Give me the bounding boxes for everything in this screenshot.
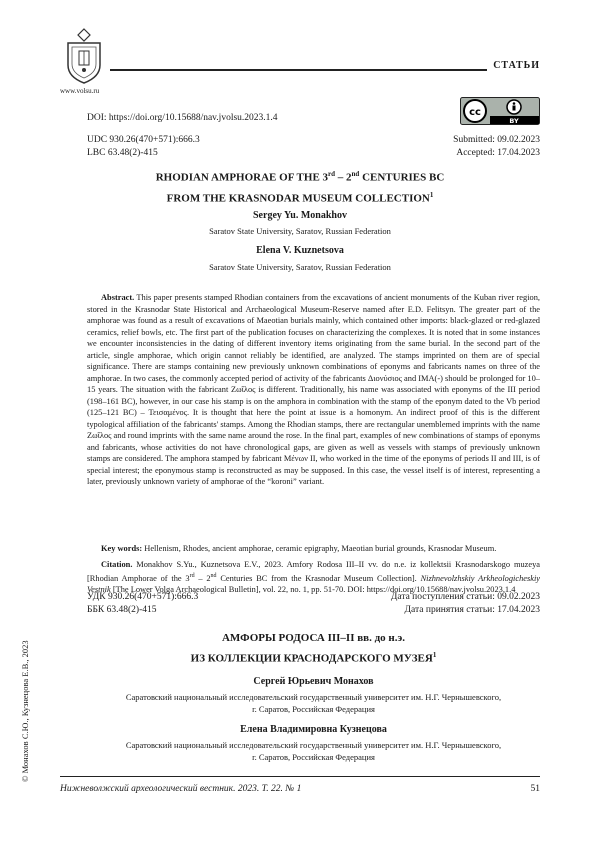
page-number: 51 xyxy=(530,784,540,794)
author1-ru: Сергей Юрьевич Монахов xyxy=(253,676,374,687)
lbc-en: LBC 63.48(2)-415 xyxy=(87,148,158,158)
affil2-ru-line2: г. Саратов, Российская Федерация xyxy=(252,752,375,762)
title-ru xyxy=(87,630,540,668)
university-logo xyxy=(60,27,108,85)
udc-en: UDC 930.26(470+571):666.3 xyxy=(87,135,200,145)
header-rule xyxy=(110,69,540,71)
accepted-en: Accepted: 17.04.2023 xyxy=(456,148,540,158)
citation: Citation. Monakhov S.Yu., Kuznetsova E.V., 2023. Amfory Rodosa III–II vv. do n.e. iz kollektsii Krasnodarskogo muzeya [Rhodian Amphorae of the 3rd – 2nd Centuries BC from the Krasnodar Museum Collection]. Nizhnevolzhskiy Arkheologicheskiy Vestnik [The Lower Volga Archaeological Bulletin], vol. 22, no. 1, pp. 51-70. DOI: https://doi.org/10.15688/nav.jvolsu.2023.1.4 xyxy=(87,560,541,594)
title-ru-line1: АМФОРЫ РОДОСА III–II вв. до н.э. xyxy=(221,632,406,644)
journal-footer: Нижневолжский археологический вестник. 2023. Т. 22. № 1 xyxy=(60,784,302,794)
title-en-line1: RHODIAN AMPHORAE OF THE 3rd – 2nd CENTURIES BC xyxy=(155,170,445,184)
copyright-side-note: © Монахов С.Ю., Кузнецова Е.В., 2023 xyxy=(20,640,30,782)
section-label: СТАТЬИ xyxy=(487,60,540,71)
cc-text: cc xyxy=(469,107,481,118)
title-ru-line2: ИЗ КОЛЛЕКЦИИ КРАСНОДАРСКОГО МУЗЕЯ$^1$ xyxy=(190,651,437,665)
abstract: Abstract. This paper presents stamped Rhodian containers from the excavations of ancient monuments of the Kuban river region, stored in the Krasnodar State Historical and Archaeological Museum-Reserve named after E.D. Felitsyn. The greater part of the amphorae was found as a result of excavations of Maeotian burials mainly, which contained other imports: black-glazed or red-glazed ceramics, relief bowls, etc. The first part of the publication focuses on characterizing the complexes. It is noted that in some instances we encounter inconsistencies in the dating of different inventory items originating from the same burial. In the second part of the article, single amphorae, which origin cannot reliably be identified, are analyzed. The stamps imprinted on them are of special significance. There are stamps containing new previously unknown combinations of eponyms and fabricants names on three of the amphorae. In two cases, the commonly accepted period of activity of the fabricants Διονύσιος and ΙΜΑ(-) should be prolonged for 10–15 years. The situation with the fabricant Ζωΐλος is different. Traditionally, his name was associated with eponyms of the III period (198–161 BC), however, in our case his stamp is on the amphora in combination with the stamp of the eponym dated to the Vb period (125–121 BC) – Τεισαμένος. It is thought that here the point at issue is a homonym. An indirect proof of this is the different typological affiliation of the fabricants' stamps. Among the Rhodian stamps, there are rectangular unemblemed imprints with the name Ζωΐλος and round imprints with the same name around the rose. In the final part, examples of new combinations of stamps of eponyms and fabricants, whose activities do not have chronological gaps, are given as well as vessels with stamps of previously unknown stamps are considered. The amphora stamped by fabricant Μένων II, who worked in the time of the eponyms of periods II and III, is of special interest; the eponymous stamp is reconstructed as may be supposed. In this case, the vessel itself is of interest, representing a later, previously unknown variety of amphorae of the “koroni” variant. xyxy=(87,293,540,486)
keywords: Key words: Hellenism, Rhodes, ancient amphorae, ceramic epigraphy, Maeotian burial grounds, Krasnodar Museum. xyxy=(101,544,497,553)
author2-en: Elena V. Kuznetsova xyxy=(256,245,344,256)
udc-ru: УДК 930.26(470+571):666.3 xyxy=(87,592,199,602)
title-en-line2: FROM THE KRASNODAR MUSEUM COLLECTION$^1$ xyxy=(166,190,434,205)
submitted-ru: Дата поступления статьи: 09.02.2023 xyxy=(390,592,540,602)
accepted-ru: Дата принятия статьи: 17.04.2023 xyxy=(404,605,540,615)
affil1-en: Saratov State University, Saratov, Russian Federation xyxy=(209,226,391,236)
affil2-en: Saratov State University, Saratov, Russian Federation xyxy=(209,262,391,272)
affil1-ru-line2: г. Саратов, Российская Федерация xyxy=(252,704,375,714)
cc-by-license-badge[interactable] xyxy=(460,97,540,125)
submitted-en: Submitted: 09.02.2023 xyxy=(453,135,540,145)
affil1-ru-line1: Саратовский национальный исследовательский государственный университет им. Н.Г. Чернышевского, xyxy=(125,692,502,702)
cc-by-icon xyxy=(460,97,540,125)
author2-ru: Елена Владимировна Кузнецова xyxy=(240,724,387,735)
site-url[interactable]: www.volsu.ru xyxy=(60,87,100,95)
by-text: BY xyxy=(509,117,519,125)
doi-link[interactable]: DOI: https://doi.org/10.15688/nav.jvolsu.2023.1.4 xyxy=(87,113,278,123)
affil2-ru-line1: Саратовский национальный исследовательский государственный университет им. Н.Г. Чернышевского, xyxy=(125,740,502,750)
lbc-ru: ББК 63.48(2)-415 xyxy=(87,605,157,615)
footer-rule xyxy=(60,776,540,777)
author1-en: Sergey Yu. Monakhov xyxy=(253,210,347,221)
title-en xyxy=(60,166,540,207)
